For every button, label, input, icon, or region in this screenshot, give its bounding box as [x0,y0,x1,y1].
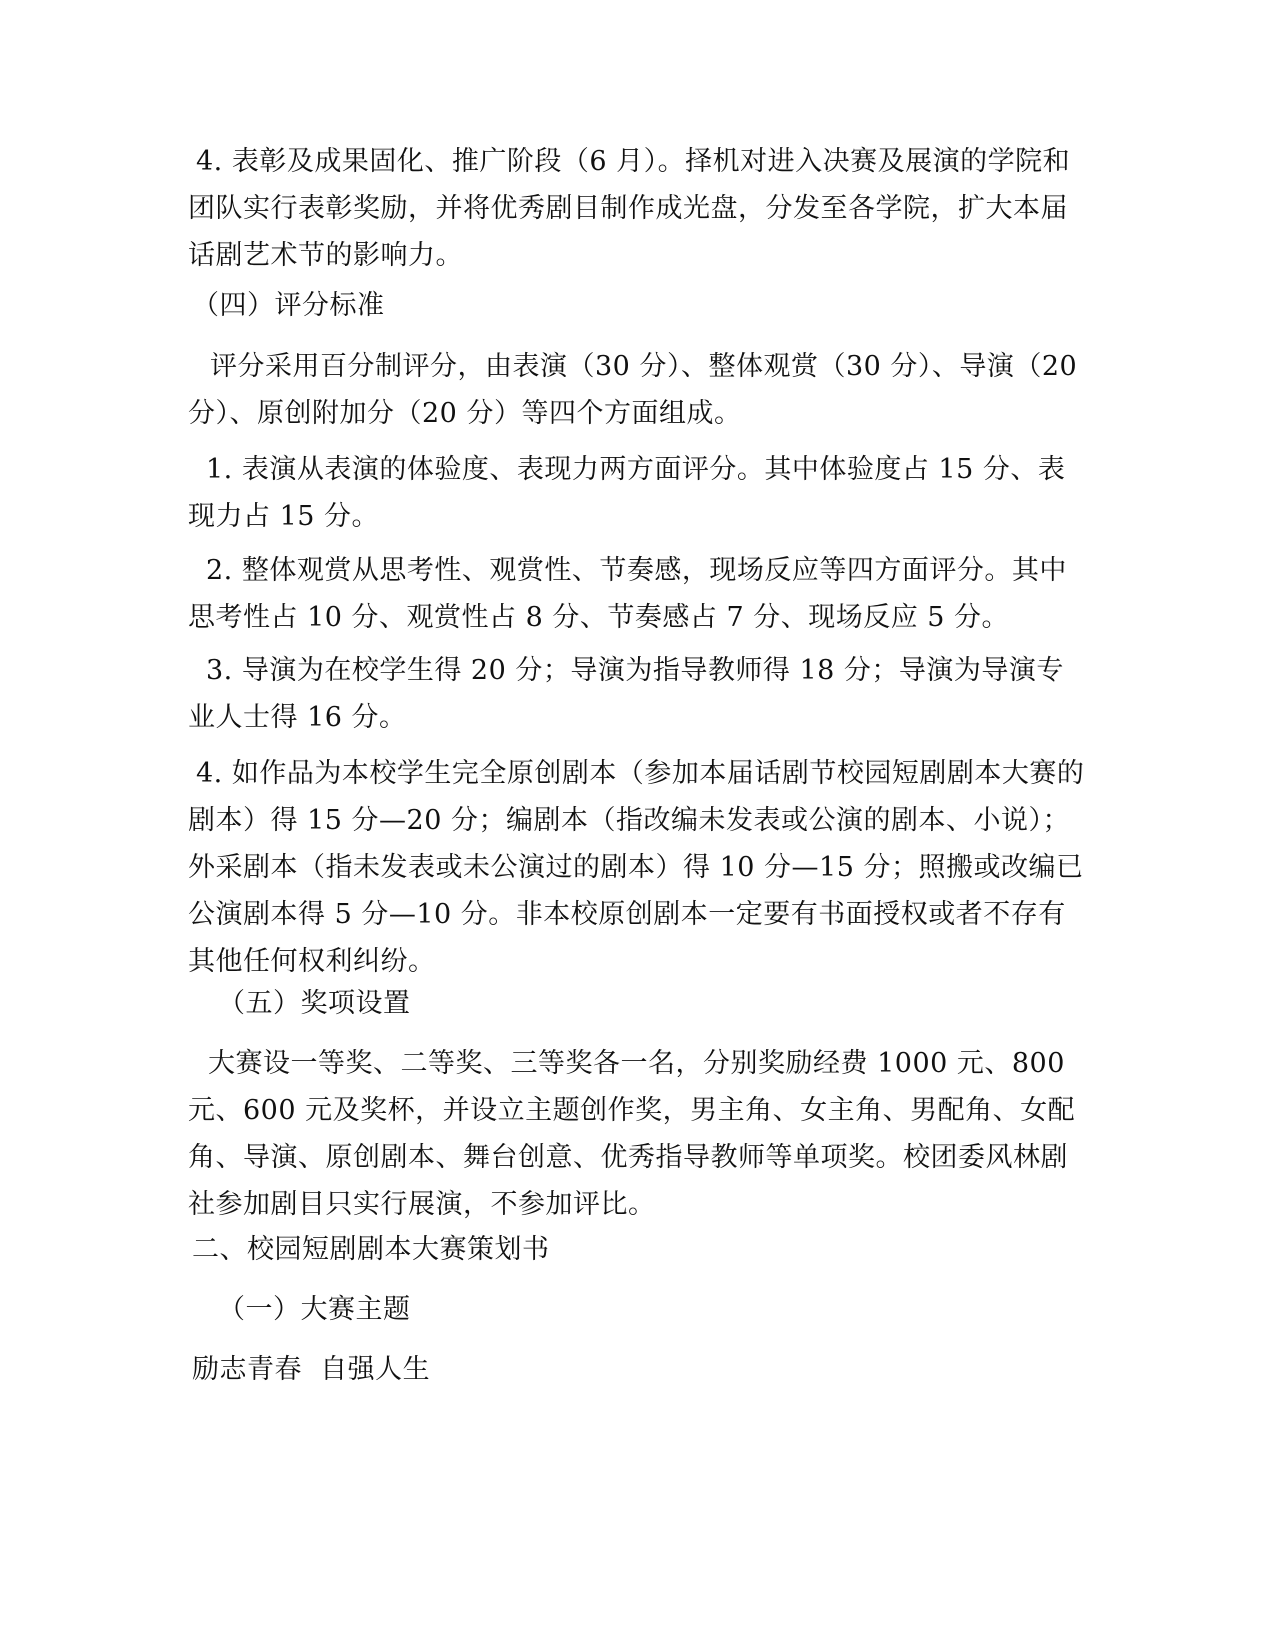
section-heading-scoring: （四）评分标准 [192,290,385,321]
part-heading-script-contest: 二、校园短剧剧本大赛策划书 [192,1234,550,1265]
paragraph-scoring-director: 3. 导演为在校学生得 20 分；导演为指导教师得 18 分；导演为导演专业人士得 16 分。 [188,655,1064,733]
theme-slogan: 励志青春 自强人生 [192,1354,431,1385]
paragraph-awards: 大赛设一等奖、二等奖、三等奖各一名，分别奖励经费 1000 元、800 元、600 元及奖杯，并设立主题创作奖，男主角、女主角、男配角、女配角、导演、原创剧本、舞台创意、优秀指导教师等单项奖。校团委风林剧社参加剧目只实行展演，不参加评比。 [188,1048,1076,1220]
section-heading-theme: （一）大赛主题 [218,1294,411,1325]
section-heading-awards: （五）奖项设置 [218,988,411,1019]
paragraph-scoring-performance: 1. 表演从表演的体验度、表现力两方面评分。其中体验度占 15 分、表现力占 15 分。 [188,454,1066,532]
paragraph-scoring-viewing: 2. 整体观赏从思考性、观赏性、节奏感，现场反应等四方面评分。其中思考性占 10 分、观赏性占 8 分、节奏感占 7 分、现场反应 5 分。 [188,555,1067,633]
paragraph-scoring-intro: 评分采用百分制评分，由表演（30 分）、整体观赏（30 分）、导演（20 分）、原创附加分（20 分）等四个方面组成。 [188,351,1078,429]
paragraph-stage-4: 4. 表彰及成果固化、推广阶段（6 月）。择机对进入决赛及展演的学院和团队实行表彰奖励，并将优秀剧目制作成光盘，分发至各学院，扩大本届话剧艺术节的影响力。 [188,146,1071,271]
paragraph-scoring-original: 4. 如作品为本校学生完全原创剧本（参加本届话剧节校园短剧剧本大赛的剧本）得 15 分—20 分；编剧本（指改编未发表或公演的剧本、小说）；外采剧本（指未发表或未公演过的剧本）得 10 分—15 分；照搬或改编已公演剧本得 5 分—10 分。非本校原创剧本一定要有书面授权或者不存有其他任何权利纠纷。 [188,758,1085,977]
